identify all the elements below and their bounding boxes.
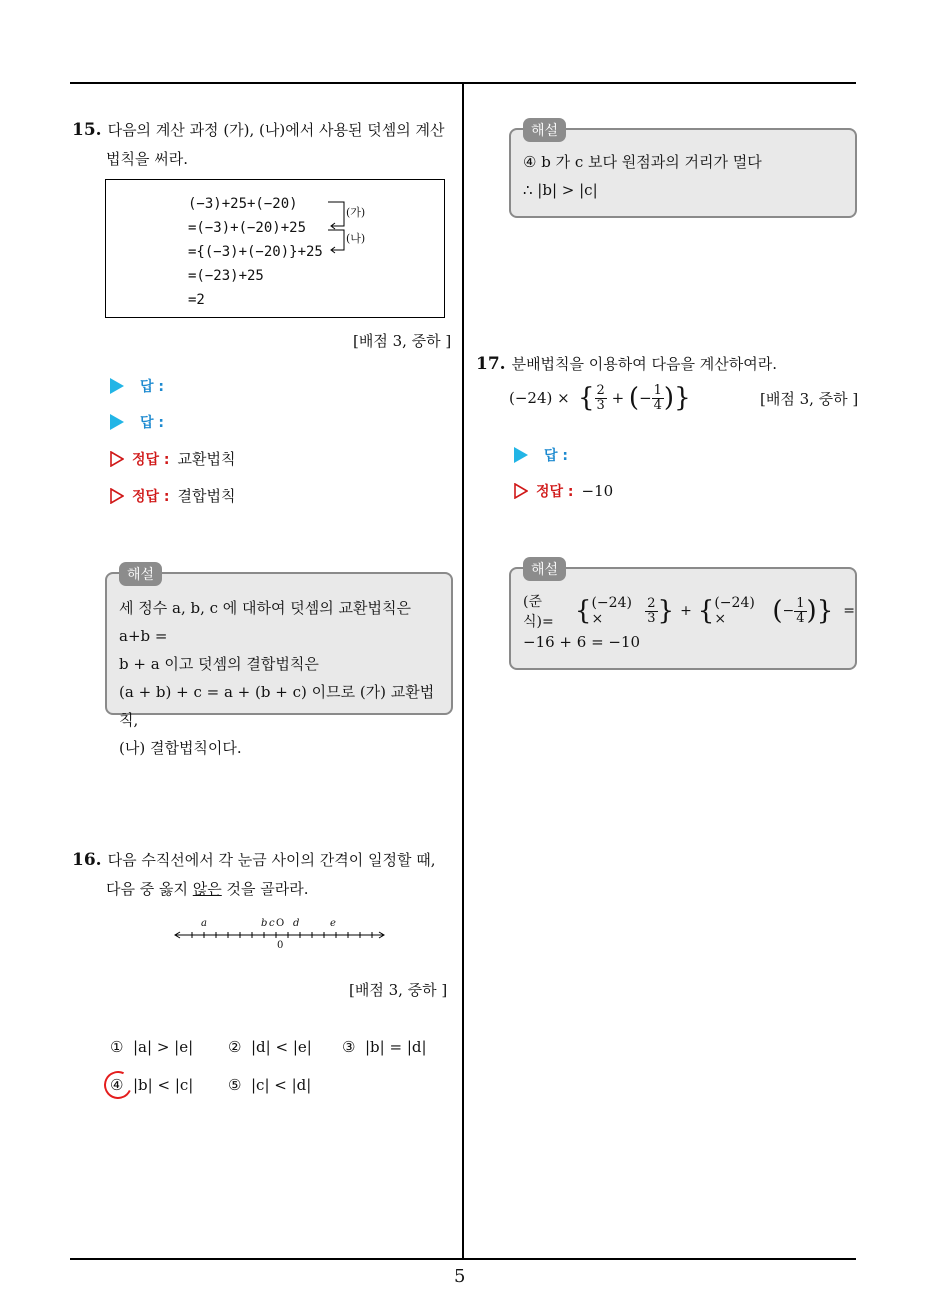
number-line [172, 918, 388, 954]
question-16-text-2a: 다음 중 옳지 [106, 880, 193, 898]
answer-line-1 [110, 376, 164, 396]
expl-term-2: (−24) × [714, 595, 755, 627]
paren-close: ) [663, 383, 675, 413]
question-16-text-2b: 않은 [192, 880, 222, 898]
correct-arrow-icon [110, 451, 124, 467]
explanation-16 [509, 123, 857, 218]
answer-arrow-icon [110, 414, 124, 430]
q17-correct-value: −10 [581, 482, 614, 500]
question-17-number: 17. [476, 354, 506, 374]
expl-plus: + [680, 603, 692, 619]
brace-open: { [569, 383, 595, 413]
explanation-16-line-1: ④ b 가 c 보다 원점과의 거리가 멀다 [523, 153, 762, 171]
calc-line-4: =(−23)+25 [188, 268, 264, 284]
question-15-number: 15. [72, 120, 102, 140]
brace-close: } [657, 596, 675, 626]
expl-term-1: (−24) × [591, 595, 632, 627]
correct-label: 정답 : [132, 451, 170, 468]
question-16 [72, 846, 456, 904]
q17-answer-line [514, 445, 568, 465]
expl-equals: = [843, 603, 855, 619]
explanation-15-line-4: (나) 결합법칙이다. [119, 739, 242, 757]
label-b: b [261, 918, 268, 929]
label-ga: (가) [346, 206, 366, 219]
fraction-1-4: $\frac{1}{4}$ [653, 382, 662, 413]
label-d: d [293, 918, 300, 929]
question-16-text-2c: 것을 골라라. [221, 880, 309, 898]
correct-value-2: 결합법칙 [177, 487, 236, 505]
explanation-tag: 해설 [523, 557, 566, 581]
explanation-17-line-1 [523, 591, 855, 631]
choice-2[interactable] [228, 1038, 312, 1056]
explanation-16-line-2: ∴ |b| > |c| [523, 181, 598, 199]
fraction-1-4: $\frac{1}{4}$ [796, 595, 805, 626]
minus-sign: − [782, 603, 795, 619]
question-15-points: [배점 3, 중하 ] [353, 332, 452, 350]
choice-2-number: ② [228, 1038, 242, 1056]
correct-arrow-icon [514, 483, 528, 499]
fraction-2-3: $\frac{2}{3}$ [596, 382, 605, 413]
calc-line-5: =2 [188, 292, 205, 308]
explanation-17-line-2: −16 + 6 = −10 [523, 633, 641, 651]
plus-sign: + [606, 389, 629, 407]
choice-4-number: ④ [110, 1076, 124, 1094]
label-a: a [201, 918, 207, 929]
correct-line-2 [110, 485, 236, 506]
question-16-text-1: 다음 수직선에서 각 눈금 사이의 간격이 일정할 때, [107, 851, 436, 869]
label-c: c [269, 918, 275, 929]
fraction-2-3: $\frac{2}{3}$ [647, 595, 656, 626]
calc-line-2: =(−3)+(−20)+25 [188, 220, 307, 236]
choice-5-number: ⑤ [228, 1076, 242, 1094]
question-17 [476, 350, 860, 379]
calc-line-1: (−3)+25+(−20) [188, 196, 298, 212]
brace-open: { [566, 596, 592, 626]
question-17-text: 분배법칙을 이용하여 다음을 계산하여라. [511, 355, 777, 373]
correct-arrow-icon [110, 488, 124, 504]
choice-1[interactable] [110, 1038, 193, 1056]
paren-open: ( [628, 383, 640, 413]
label-origin: O [276, 918, 285, 929]
choice-3-number: ③ [342, 1038, 356, 1056]
explanation-15-line-3: (a + b) + c = a + (b + c) 이므로 (가) 교환법칙, [119, 683, 435, 729]
explanation-15 [105, 567, 453, 757]
choice-1-text: |a| > |e| [133, 1038, 194, 1056]
calculation-box [105, 179, 445, 318]
explanation-tag: 해설 [523, 118, 566, 142]
choice-5[interactable] [228, 1076, 311, 1094]
question-15-text-2: 법칙을 써라. [106, 150, 188, 168]
choice-5-text: |c| < |d| [251, 1076, 312, 1094]
explanation-17 [509, 562, 857, 670]
answer-circle-mark [100, 1067, 136, 1103]
answer-arrow-icon [110, 378, 124, 394]
page-number: 5 [454, 1266, 466, 1287]
brace-close: } [674, 383, 691, 413]
q17-correct-line [514, 481, 613, 501]
label-zero: 0 [277, 940, 284, 951]
question-16-points: [배점 3, 중하 ] [349, 981, 448, 999]
minus-sign: − [639, 389, 652, 407]
question-17-expression [509, 378, 691, 418]
answer-arrow-icon [514, 447, 528, 463]
label-na: (나) [346, 232, 366, 245]
paren-open: ( [764, 596, 783, 626]
column-divider [462, 82, 464, 1259]
answer-line-2 [110, 412, 164, 432]
brace-close: } [816, 596, 834, 626]
choice-3[interactable] [342, 1038, 427, 1056]
choice-4-text: |b| < |c| [133, 1076, 194, 1094]
label-e: e [330, 918, 336, 929]
question-15-text-1: 다음의 계산 과정 (가), (나)에서 사용된 덧셈의 계산 [107, 121, 445, 139]
expr-prefix: (−24) × [509, 389, 570, 407]
question-16-number: 16. [72, 850, 102, 870]
choice-2-text: |d| < |e| [251, 1038, 312, 1056]
paren-close: ) [806, 596, 817, 626]
correct-label: 정답 : [132, 488, 170, 505]
answer-label: 답 : [140, 379, 164, 395]
choice-3-text: |b| = |d| [365, 1038, 427, 1056]
expl-prefix: (준식)= [523, 594, 554, 630]
question-15 [72, 116, 456, 174]
answer-label: 답 : [140, 415, 164, 431]
question-17-points: [배점 3, 중하 ] [760, 390, 859, 408]
correct-value-1: 교환법칙 [177, 450, 236, 468]
correct-label: 정답 : [536, 484, 574, 500]
choice-1-number: ① [110, 1038, 124, 1056]
explanation-tag: 해설 [119, 562, 162, 586]
explanation-15-line-1: 세 정수 a, b, c 에 대하여 덧셈의 교환법칙은 a+b = [119, 599, 411, 645]
bottom-rule [70, 1258, 856, 1260]
calc-line-3: ={(−3)+(−20)}+25 [188, 244, 323, 260]
brace-open: { [697, 596, 715, 626]
answer-label: 답 : [544, 448, 568, 464]
correct-line-1 [110, 448, 236, 469]
explanation-15-line-2: b + a 이고 덧셈의 결합법칙은 [119, 655, 319, 673]
